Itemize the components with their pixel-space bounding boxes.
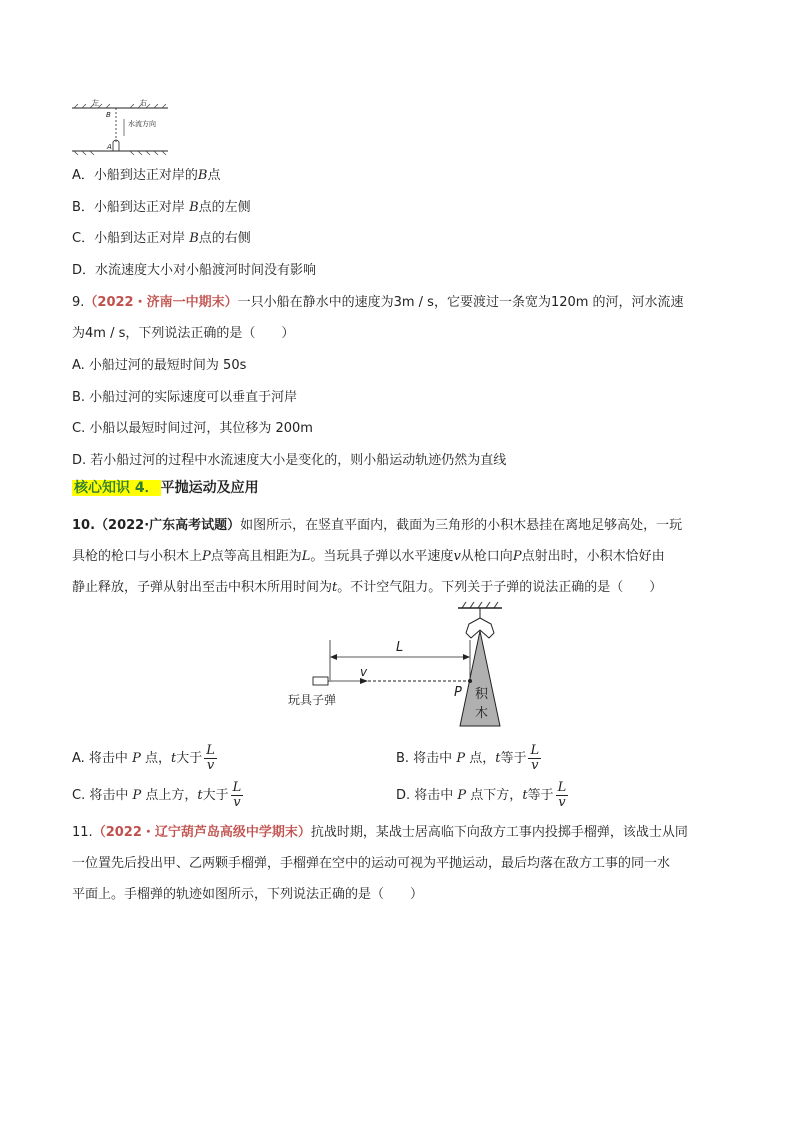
q10-option-c: C. 将击中 P 点上方，t大于 $\frac{L}{v}$ [72, 780, 242, 810]
q9-source: （2022・济南一中期末） [84, 295, 238, 310]
q9-option-a: A. 小船过河的最短时间为 50s [72, 358, 247, 373]
q11-line-3: 平面上。手榴弹的轨迹如图所示，下列说法正确的是（ ） [72, 887, 424, 902]
fig8-flow-label: 水流方向 [128, 120, 156, 128]
q11-number: 11. [72, 825, 93, 840]
fraction-L-over-v: $\frac{L}{v}$ [530, 743, 540, 773]
q8-option-c: C．小船到达正对岸 B点的右侧 [72, 231, 251, 246]
q10-number: 10. [72, 518, 96, 533]
q9-line-1: 9.（2022・济南一中期末）一只小船在静水中的速度为3m / s，它要渡过一条宽为120m 的河，河水流速 [72, 295, 684, 310]
fig8-right-label: 右 [140, 99, 147, 107]
section-heading-label: 核心知识 4． [74, 480, 159, 496]
q11-source: （2022・辽宁葫芦岛高级中学期末） [92, 825, 311, 840]
fig8-a-label: A [107, 143, 112, 151]
q10-line-2: 具枪的枪口与小积木上P点等高且相距为L。当玩具子弹以水平速度v从枪口向P点射出时，小积木恰好由 [72, 549, 665, 564]
fraction-L-over-v: $\frac{L}{v}$ [206, 743, 215, 773]
fig10-bullet-label: 玩具子弹 [288, 693, 337, 707]
q9-number: 9. [72, 295, 85, 310]
q10-option-b: B. 将击中 P 点，t等于 $\frac{L}{v}$ [396, 743, 540, 773]
toy-gun-figure [280, 600, 520, 732]
fig10-P-label: P [454, 685, 462, 700]
q8-option-b: B．小船到达正对岸 B点的左侧 [72, 200, 251, 215]
q11-line-1: 11.（2022・辽宁葫芦岛高级中学期末）抗战时期，某战士居高临下向敌方工事内投掷手榴弹，该战士从同 [72, 825, 688, 840]
block-label-1: 积 [475, 687, 489, 702]
section-heading-title: 平抛运动及应用 [160, 480, 259, 496]
q10-source: （2022·广东高考试题） [95, 518, 241, 533]
q9-option-c: C. 小船以最短时间过河，其位移为 200m [72, 421, 313, 436]
fig8-b-label: B [106, 111, 111, 119]
q9-option-d: D. 若小船过河的过程中水流速度大小是变化的，则小船运动轨迹仍然为直线 [72, 453, 507, 468]
q8-option-a: A．小船到达正对岸的B点 [72, 168, 221, 183]
river-crossing-figure [70, 96, 170, 156]
q10-option-a: A. 将击中 P 点，t大于 $\frac{L}{v}$ [72, 743, 215, 773]
q9-option-b: B. 小船过河的实际速度可以垂直于河岸 [72, 390, 298, 405]
fig8-left-label: 左 [92, 99, 99, 107]
fraction-L-over-v: $\frac{L}{v}$ [232, 780, 242, 810]
q8-option-d: D．水流速度大小对小船渡河时间没有影响 [72, 263, 317, 278]
q9-line-2: 为4m / s，下列说法正确的是（ ） [72, 326, 295, 341]
q10-option-d: D. 将击中 P 点下方，t等于 $\frac{L}{v}$ [396, 780, 567, 810]
fraction-L-over-v: $\frac{L}{v}$ [557, 780, 567, 810]
q11-line-2: 一位置先后投出甲、乙两颗手榴弹，手榴弹在空中的运动可视为平抛运动，最后均落在敌方工事的同一水 [72, 856, 671, 871]
fig10-L-label: L [396, 640, 404, 655]
block-label-2: 木 [475, 706, 489, 721]
q10-line-3: 静止释放，子弹从射出至击中积木所用时间为t。不计空气阻力。下列关于子弹的说法正确的是（ ） [72, 580, 663, 595]
fig10-v-label: v [360, 665, 368, 679]
q10-line-1: 10.（2022·广东高考试题）如图所示，在竖直平面内，截面为三角形的小积木悬挂在离地足够高处，一玩 [72, 518, 683, 533]
section-heading [72, 480, 259, 496]
